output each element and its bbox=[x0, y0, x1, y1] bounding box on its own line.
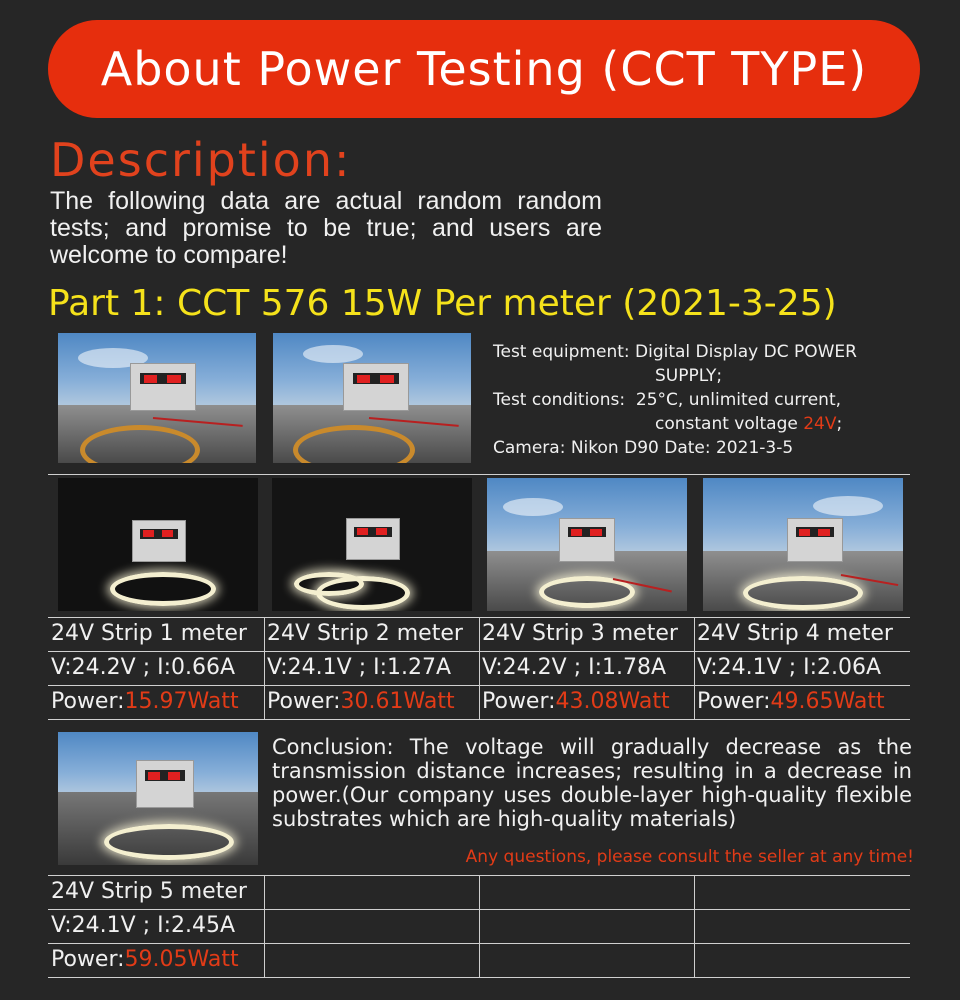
camera-info: Camera: Nikon D90 Date: 2021-3-5 bbox=[493, 438, 794, 458]
power-label: Power: bbox=[697, 689, 771, 714]
power-label: Power: bbox=[51, 689, 125, 714]
test-info bbox=[493, 340, 933, 460]
equipment-photo-2 bbox=[273, 333, 471, 463]
conditions-value: 25°C, unlimited current, bbox=[635, 390, 842, 410]
conditions-label: Test conditions: bbox=[493, 390, 626, 410]
equipment-value-2: SUPPLY; bbox=[655, 366, 723, 386]
test4-title: 24V Strip 4 meter bbox=[697, 621, 893, 646]
power-label: Power: bbox=[482, 689, 556, 714]
equipment-photo-1 bbox=[58, 333, 256, 463]
power-value: 15.97Watt bbox=[124, 689, 239, 714]
test1-title: 24V Strip 1 meter bbox=[51, 621, 247, 646]
test2-title: 24V Strip 2 meter bbox=[267, 621, 463, 646]
conditions-value-2: constant voltage bbox=[655, 414, 804, 434]
power-value: 49.65Watt bbox=[770, 689, 885, 714]
part1-title: Part 1: CCT 576 15W Per meter (2021-3-25) bbox=[48, 283, 837, 324]
test5-title: 24V Strip 5 meter bbox=[51, 879, 247, 904]
test1-power bbox=[48, 685, 264, 719]
divider-top bbox=[48, 474, 910, 475]
test1-vi: V:24.2V ; I:0.66A bbox=[51, 655, 236, 680]
power-label: Power: bbox=[267, 689, 341, 714]
consult-note: Any questions, please consult the seller at any time! bbox=[465, 847, 914, 867]
test5-power bbox=[48, 943, 264, 977]
test-photo-5 bbox=[58, 732, 258, 865]
conditions-voltage: 24V bbox=[803, 414, 837, 434]
test5-vi: V:24.1V ; I:2.45A bbox=[51, 913, 236, 938]
test-photo-3 bbox=[487, 478, 687, 611]
equipment-value: Digital Display DC POWER bbox=[635, 342, 857, 362]
test3-power bbox=[479, 685, 694, 719]
conclusion-text: Conclusion: The voltage will gradually decrease as the transmission distance increases; resulting in a decrease in power.(Our company uses double-layer high-quality flexible substrates which are high-quality materials) bbox=[272, 735, 912, 831]
test3-vi: V:24.2V ; I:1.78A bbox=[482, 655, 667, 680]
conditions-suffix: ; bbox=[836, 414, 843, 434]
power-value: 59.05Watt bbox=[124, 947, 239, 972]
title-banner bbox=[48, 20, 920, 118]
power-label: Power: bbox=[51, 947, 125, 972]
test4-power bbox=[694, 685, 910, 719]
test-photo-4 bbox=[703, 478, 903, 611]
banner-title: About Power Testing (CCT TYPE) bbox=[100, 42, 868, 96]
test2-vi: V:24.1V ; I:1.27A bbox=[267, 655, 452, 680]
power-value: 30.61Watt bbox=[340, 689, 455, 714]
power-value: 43.08Watt bbox=[555, 689, 670, 714]
test3-title: 24V Strip 3 meter bbox=[482, 621, 678, 646]
description-text: The following data are actual random random tests; and promise to be true; and users are welcome to compare! bbox=[50, 187, 602, 269]
test-photo-1 bbox=[58, 478, 258, 611]
equipment-label: Test equipment: bbox=[493, 342, 630, 362]
test2-power bbox=[264, 685, 479, 719]
test-photo-2 bbox=[272, 478, 472, 611]
test4-vi: V:24.1V ; I:2.06A bbox=[697, 655, 882, 680]
description-heading: Description: bbox=[50, 133, 352, 187]
